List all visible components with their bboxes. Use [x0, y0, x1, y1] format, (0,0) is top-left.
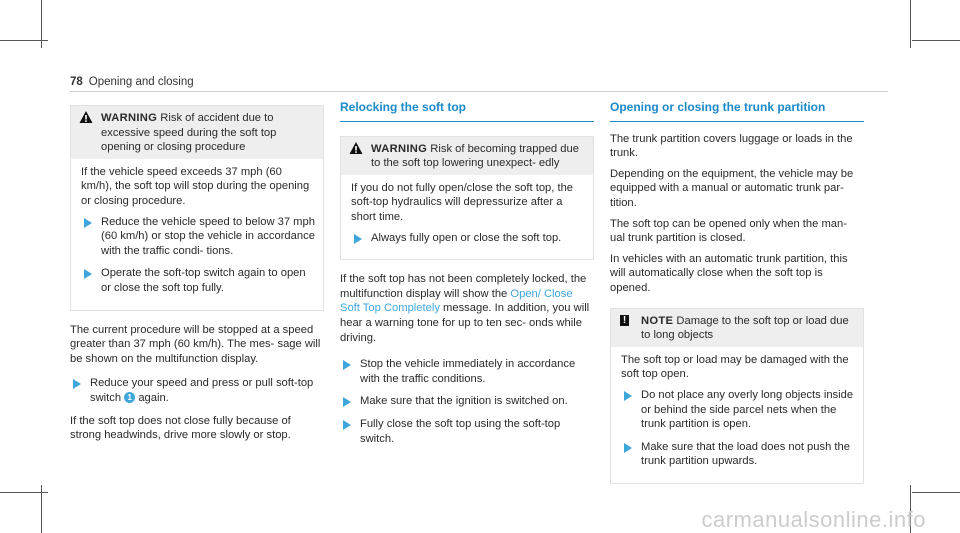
section-heading: Opening or closing the trunk partition — [610, 100, 864, 122]
warning-title: Risk of becoming trapped due to the soft top lowering unexpect- edly — [371, 142, 579, 170]
section-heading: Relocking the soft top — [340, 100, 594, 122]
step-text: Reduce the vehicle speed to below 37 mph (60 km/h) or stop the vehicle in accordance with the traffic condi- tions. — [101, 215, 315, 257]
paragraph: The soft top can be opened only when the man- ual trunk partition is closed. — [610, 217, 847, 245]
column-3 — [610, 100, 864, 484]
note-body — [611, 347, 863, 483]
step-text: Stop the vehicle immediately in accordance with the traffic conditions. — [360, 358, 576, 385]
step-text: Do not place any overly long objects inside or behind the side parcel nets when the trunk partition is open. — [641, 388, 854, 431]
warning-triangle-icon — [79, 110, 93, 124]
watermark: carmanualsonline.info — [701, 507, 926, 533]
step-arrow-icon — [624, 443, 632, 453]
step-arrow-icon — [343, 360, 351, 370]
step-text: Fully close the soft top using the soft-top switch. — [360, 417, 561, 445]
callout-number-badge: 1 — [124, 392, 135, 403]
step-arrow-icon — [343, 420, 351, 430]
warning-header — [341, 137, 593, 175]
step-text: Always fully open or close the soft top. — [371, 231, 562, 244]
warning-label: WARNING — [371, 142, 428, 155]
instruction-step — [340, 394, 594, 409]
step-arrow-icon — [73, 379, 81, 389]
column-2 — [340, 100, 594, 454]
instruction-step — [70, 376, 324, 405]
paragraph: The current procedure will be stopped at a speed greater than 37 mph (60 km/h). The mes- sage will be shown on the multifunction display. — [70, 323, 321, 365]
instruction-step — [351, 231, 585, 246]
note-header — [611, 309, 863, 347]
paragraph-text: If the soft top has not been completely locked, the multifunction display will show the — [340, 273, 587, 300]
warning-text: If you do not fully open/close the soft top, the soft-top hydraulics will depressurize after a short time. — [351, 181, 574, 223]
paragraph: If the soft top does not close fully because of strong headwinds, drive more slowly or stop. — [70, 414, 291, 442]
warning-text: If the vehicle speed exceeds 37 mph (60 km/h), the soft top will stop during the opening or closing procedure. — [81, 165, 310, 207]
header-divider — [70, 91, 888, 92]
instruction-step — [340, 357, 594, 386]
note-title: Damage to the soft top or load due to long objects — [641, 314, 849, 342]
warning-body — [341, 175, 593, 259]
warning-header — [71, 106, 323, 159]
step-text: Make sure that the ignition is switched on. — [360, 395, 568, 408]
page-header — [70, 75, 194, 90]
paragraph: The trunk partition covers luggage or loads in the trunk. — [610, 132, 853, 160]
step-arrow-icon — [624, 391, 632, 401]
warning-label: WARNING — [101, 112, 158, 124]
step-arrow-icon — [354, 234, 362, 244]
step-arrow-icon — [84, 218, 92, 228]
note-text: The soft top or load may be damaged with the soft top open. — [621, 353, 849, 381]
page-number: 78 — [70, 76, 83, 88]
step-text: Reduce your speed and press or pull soft-top switch — [90, 377, 314, 404]
exclamation-icon: ! — [620, 315, 629, 326]
paragraph: Depending on the equipment, the vehicle may be equipped with a manual or automatic trunk par- tition. — [610, 167, 854, 209]
step-arrow-icon — [84, 269, 92, 279]
crop-mark — [912, 40, 960, 41]
warning-box — [70, 105, 324, 311]
instruction-step — [340, 417, 594, 446]
crop-mark — [0, 40, 48, 41]
instruction-step — [81, 266, 315, 295]
note-label: NOTE — [641, 314, 674, 327]
column-1 — [70, 105, 324, 449]
step-text: again. — [138, 391, 169, 404]
warning-triangle-icon — [349, 141, 363, 155]
step-arrow-icon — [343, 397, 351, 407]
display-message-link: Open/ Close Soft Top Completely — [340, 287, 573, 315]
paragraph — [340, 272, 594, 345]
step-text: Operate the soft-top switch again to open or close the soft top fully. — [101, 267, 306, 294]
paragraph: In vehicles with an automatic trunk partition, this will automatically close when the soft top is opened. — [610, 252, 848, 294]
crop-mark — [910, 0, 911, 48]
instruction-step — [621, 440, 855, 469]
section-title: Opening and closing — [88, 76, 194, 88]
crop-mark — [0, 492, 48, 493]
instruction-step — [81, 215, 315, 259]
paragraph-text: message. In addition, you will hear a warning tone for up to ten sec- onds while driving. — [340, 302, 590, 344]
step-text: Make sure that the load does not push the trunk partition upwards. — [641, 440, 850, 468]
crop-mark — [912, 492, 960, 493]
warning-title: Risk of accident due to excessive speed during the soft top opening or closing procedure — [101, 112, 277, 154]
instruction-step — [621, 388, 855, 432]
warning-body — [71, 159, 323, 310]
note-box — [610, 308, 864, 484]
warning-box — [340, 136, 594, 261]
